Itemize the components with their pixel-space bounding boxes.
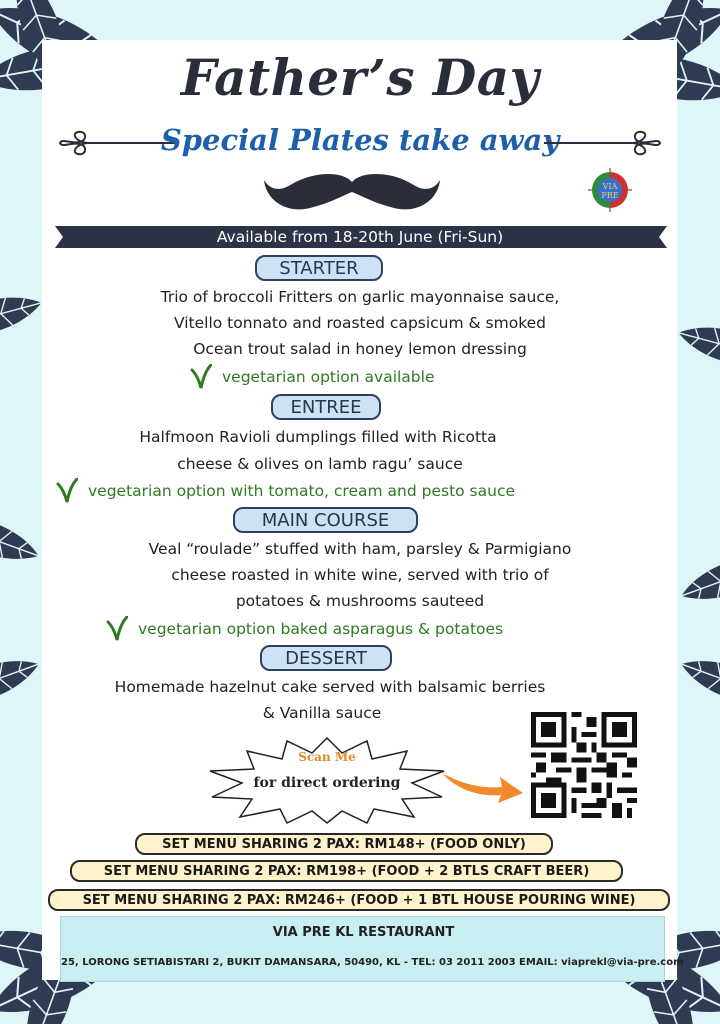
starter-line-3: Ocean trout salad in honey lemon dressing: [193, 340, 527, 358]
set-menu-2: SET MENU SHARING 2 PAX: RM198+ (FOOD + 2 BTLS CRAFT BEER): [70, 860, 623, 882]
set-menu-1: SET MENU SHARING 2 PAX: RM148+ (FOOD ONLY): [135, 833, 553, 855]
v-check-icon: [56, 478, 78, 504]
main-veg-option: [106, 616, 503, 642]
availability-text: Available from 18-20th June (Fri-Sun): [216, 228, 504, 246]
set-menu-3: SET MENU SHARING 2 PAX: RM246+ (FOOD + 1 BTL HOUSE POURING WINE): [48, 889, 670, 911]
entree-line-1: Halfmoon Ravioli dumplings filled with Ricotta: [139, 428, 497, 446]
main-line-3: potatoes & mushrooms sauteed: [235, 592, 485, 610]
entree-veg-option: [56, 478, 515, 504]
arrow-right-icon: [440, 765, 525, 805]
footer-box: [60, 916, 684, 982]
dessert-line-2: & Vanilla sauce: [262, 704, 382, 722]
starter-veg-option: [190, 364, 435, 390]
starter-veg-text: vegetarian option available: [222, 368, 435, 386]
restaurant-name: VIA PRE KL RESTAURANT: [272, 925, 455, 940]
main-line-2: cheese roasted in white wine, served with trio of: [171, 566, 549, 584]
page-title: Father’s Day: [180, 48, 540, 107]
main-line-1: Veal “roulade” stuffed with ham, parsley & Parmigiano: [148, 540, 572, 558]
scan-me-text: Scan Me: [298, 750, 356, 764]
starter-line-1: Trio of broccoli Fritters on garlic mayonnaise sauce,: [160, 288, 560, 306]
section-main-course: MAIN COURSE: [233, 507, 418, 533]
section-starter: STARTER: [255, 255, 383, 281]
section-entree: ENTREE: [271, 394, 381, 420]
v-check-icon: [190, 364, 212, 390]
restaurant-logo: [588, 168, 632, 212]
entree-line-2: cheese & olives on lamb ragu’ sauce: [177, 455, 463, 473]
starter-line-2: Vitello tonnato and roasted capsicum & smoked: [173, 314, 547, 332]
qr-code-icon[interactable]: [528, 712, 640, 818]
entree-veg-text: vegetarian option with tomato, cream and pesto sauce: [88, 482, 516, 500]
mustache-icon: [262, 170, 442, 214]
dessert-line-1: Homemade hazelnut cake served with balsamic berries: [114, 678, 546, 696]
v-check-icon: [106, 616, 128, 642]
section-dessert: DESSERT: [260, 645, 392, 671]
main-veg-text: vegetarian option baked asparagus & potatoes: [138, 620, 504, 638]
direct-ordering-text: for direct ordering: [253, 775, 401, 791]
restaurant-address: 25, LORONG SETIABISTARI 2, BUKIT DAMANSARA, 50490, KL - TEL: 03 2011 2003 EMAIL: viaprekl@via-pre.com: [61, 957, 684, 968]
logo-text-top: VIA: [602, 182, 618, 191]
logo-text-bottom: PRE: [601, 191, 619, 200]
flourish-right-icon: [542, 128, 662, 158]
subtitle: Special Plates take away: [160, 123, 560, 157]
